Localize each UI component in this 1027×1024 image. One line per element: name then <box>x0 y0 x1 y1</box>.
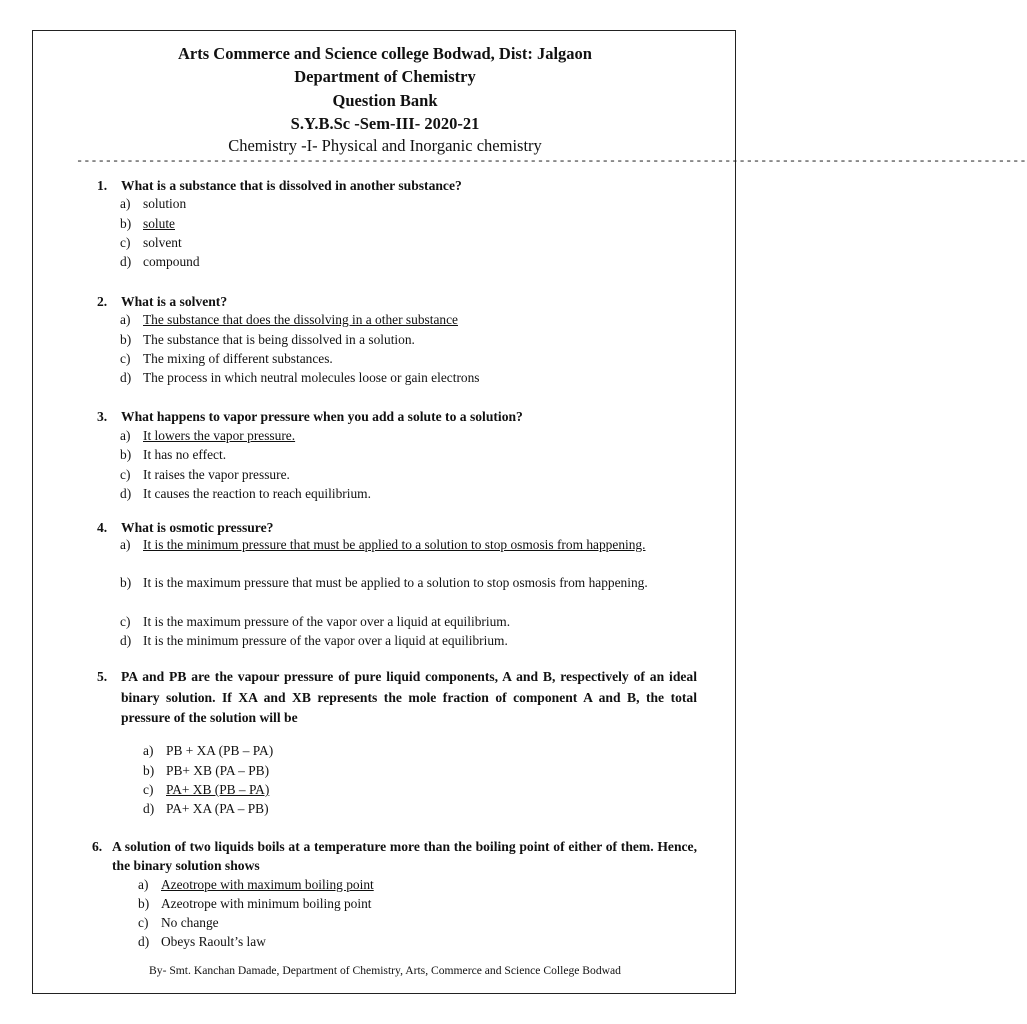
option-text: No change <box>161 915 219 930</box>
question-text: What happens to vapor pressure when you add a solute to a solution? <box>121 409 523 424</box>
option-label: c) <box>120 467 131 482</box>
option-label: c) <box>120 235 131 250</box>
option-text: PA+ XA (PA – PB) <box>166 801 269 816</box>
question-number: 6. <box>92 839 103 854</box>
option-text: It has no effect. <box>143 447 227 462</box>
option-text: compound <box>143 254 200 269</box>
option-text: PB + XA (PB – PA) <box>166 743 274 758</box>
question-number: 1. <box>97 178 108 193</box>
option-label: a) <box>138 877 149 892</box>
option-label: a) <box>143 743 154 758</box>
option-label: a) <box>120 196 131 211</box>
divider: ------------------------------------------------------------------------------------------------------------------------------------ <box>76 154 1027 168</box>
option-text: The process in which neutral molecules loose or gain electrons <box>143 370 480 385</box>
class-title: S.Y.B.Sc -Sem-III- 2020-21 <box>290 114 480 133</box>
page-footer: By- Smt. Kanchan Damade, Department of Chemistry, Arts, Commerce and Science College Bodwad <box>149 964 621 977</box>
option-label: b) <box>120 332 132 347</box>
option-label: a) <box>120 312 131 327</box>
department-title: Department of Chemistry <box>294 67 476 86</box>
option-label: d) <box>120 486 132 501</box>
option-label: c) <box>138 915 149 930</box>
option-text: The substance that is being dissolved in a solution. <box>143 332 415 347</box>
option-label: d) <box>120 254 132 269</box>
option-text-answer: It is the minimum pressure that must be applied to a solution to stop osmosis from happening. <box>143 537 646 552</box>
question-text: What is osmotic pressure? <box>121 520 274 535</box>
option-label: a) <box>120 537 131 552</box>
option-label: b) <box>138 896 150 911</box>
question-text: A solution of two liquids boils at a temperature more than the boiling point of either of them. Hence, the binary solution shows <box>112 839 697 873</box>
option-label: d) <box>138 934 150 949</box>
option-text: solution <box>143 196 187 211</box>
question-text: PA and PB are the vapour pressure of pure liquid components, A and B, respectively of an ideal binary solution. If XA and XB represents the mole fraction of component A and B, the total pressure of the solution will be <box>121 669 697 725</box>
option-label: c) <box>120 351 131 366</box>
question-number: 4. <box>97 520 108 535</box>
question-number: 3. <box>97 409 108 424</box>
option-text: The mixing of different substances. <box>143 351 333 366</box>
option-text-answer: solute <box>143 216 175 231</box>
option-label: b) <box>120 575 132 590</box>
option-label: b) <box>143 763 155 778</box>
option-text: It raises the vapor pressure. <box>143 467 290 482</box>
option-label: a) <box>120 428 131 443</box>
option-label: d) <box>143 801 155 816</box>
option-text: It is the minimum pressure of the vapor over a liquid at equilibrium. <box>143 633 508 648</box>
question-number: 5. <box>97 669 108 684</box>
option-label: d) <box>120 370 132 385</box>
subject-title: Chemistry -I- Physical and Inorganic chemistry <box>228 136 542 155</box>
option-label: c) <box>143 782 154 797</box>
question-text: What is a solvent? <box>121 294 228 309</box>
option-label: c) <box>120 614 131 629</box>
option-text-answer: The substance that does the dissolving in a other substance <box>143 312 458 327</box>
option-text: It is the maximum pressure that must be applied to a solution to stop osmosis from happening. <box>143 575 648 590</box>
option-text: Azeotrope with minimum boiling point <box>161 896 372 911</box>
option-text: Obeys Raoult’s law <box>161 934 266 949</box>
option-text-answer: PA+ XB (PB – PA) <box>166 782 270 797</box>
question-text: What is a substance that is dissolved in another substance? <box>121 178 462 193</box>
option-label: b) <box>120 447 132 462</box>
option-text: It causes the reaction to reach equilibrium. <box>143 486 371 501</box>
question-number: 2. <box>97 294 108 309</box>
option-text: solvent <box>143 235 182 250</box>
option-label: d) <box>120 633 132 648</box>
doc-type-title: Question Bank <box>332 91 438 110</box>
option-text-answer: It lowers the vapor pressure. <box>143 428 296 443</box>
option-label: b) <box>120 216 132 231</box>
option-text: It is the maximum pressure of the vapor over a liquid at equilibrium. <box>143 614 511 629</box>
option-text: PB+ XB (PA – PB) <box>166 763 270 778</box>
option-text-answer: Azeotrope with maximum boiling point <box>161 877 374 892</box>
college-title: Arts Commerce and Science college Bodwad, Dist: Jalgaon <box>178 44 592 63</box>
